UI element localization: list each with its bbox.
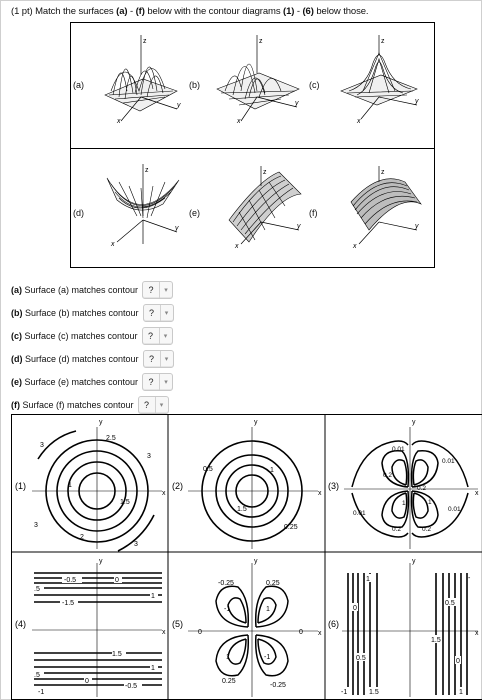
svg-text:x: x	[353, 243, 357, 250]
svg-text:0.25: 0.25	[222, 678, 236, 685]
contour-label-3: (3)	[328, 481, 339, 491]
match-select-b[interactable]: ? ▾	[143, 304, 174, 322]
match-label-b: (b) Surface (b) matches contour	[11, 307, 139, 318]
match-select-d[interactable]: ? ▾	[143, 350, 174, 368]
svg-text:-1: -1	[224, 606, 231, 613]
svg-text:x: x	[318, 630, 322, 637]
svg-text:-0.25: -0.25	[270, 682, 286, 689]
svg-text:z: z	[381, 169, 385, 176]
svg-text:0: 0	[299, 629, 303, 636]
surface-label-f: (f)	[309, 208, 318, 218]
svg-text:0.2: 0.2	[417, 485, 427, 492]
svg-text:y: y	[254, 419, 258, 426]
match-select-e[interactable]: ? ▾	[142, 373, 173, 391]
svg-text:0.5: 0.5	[356, 655, 366, 662]
svg-text:1.5: 1.5	[237, 506, 247, 513]
svg-text:-1: -1	[38, 689, 45, 696]
svg-text:1.5: 1.5	[120, 499, 130, 506]
contour-1	[32, 419, 166, 551]
svg-text:x: x	[475, 630, 479, 637]
svg-text:1.5: 1.5	[431, 637, 441, 644]
chevron-down-icon: ▾	[163, 332, 168, 340]
svg-text:z: z	[259, 38, 263, 45]
contour-3	[344, 419, 479, 549]
svg-text:z: z	[381, 38, 385, 45]
svg-text:-1.5: -1.5	[62, 600, 75, 607]
svg-text:y: y	[297, 223, 301, 230]
match-select-f[interactable]: ? ▾	[138, 396, 169, 414]
chevron-down-icon: ▾	[159, 401, 164, 409]
svg-text:y: y	[99, 558, 103, 565]
svg-text:y: y	[412, 419, 416, 426]
contour-label-4: (4)	[15, 619, 26, 629]
svg-text:1: 1	[366, 576, 370, 583]
svg-text:x: x	[357, 118, 361, 125]
svg-text:1: 1	[402, 500, 406, 507]
chevron-down-icon: ▾	[164, 309, 169, 317]
match-row-d	[11, 347, 174, 370]
svg-text:x: x	[235, 243, 239, 250]
axis-z: z	[143, 38, 147, 45]
svg-text:3: 3	[147, 453, 151, 460]
problem-prompt: (1 pt) Match the surfaces (a) - (f) below with the contour diagrams (1) - (6) below those.	[11, 6, 369, 17]
chevron-down-icon: ▾	[164, 378, 168, 386]
svg-text:1: 1	[226, 654, 230, 661]
svg-text:1: 1	[151, 593, 155, 600]
surface-label-c: (c)	[309, 80, 320, 90]
surface-label-a: (a)	[73, 80, 84, 90]
svg-text:0: 0	[456, 658, 460, 665]
svg-text:2.5: 2.5	[106, 435, 116, 442]
surface-c-plot	[333, 33, 423, 128]
match-row-a	[11, 278, 174, 301]
surface-label-d: (d)	[73, 208, 84, 218]
match-row-e	[11, 370, 174, 393]
surface-b-plot	[211, 33, 303, 128]
svg-text:1: 1	[266, 606, 270, 613]
svg-text:0: 0	[85, 678, 89, 685]
svg-text:y: y	[254, 558, 258, 565]
svg-text:x: x	[318, 490, 322, 497]
svg-text:z: z	[263, 169, 267, 176]
svg-text:1: 1	[151, 665, 155, 672]
surface-d-plot	[99, 160, 183, 260]
axis-y: y	[177, 102, 181, 109]
svg-text:-0.25: -0.25	[218, 580, 234, 587]
match-list	[11, 278, 174, 416]
svg-text:0: 0	[115, 577, 119, 584]
svg-text:x: x	[475, 490, 479, 497]
surface-label-e: (e)	[189, 208, 200, 218]
svg-text:-1: -1	[341, 689, 348, 696]
svg-text:0.01: 0.01	[442, 458, 455, 465]
svg-text:1: 1	[68, 482, 72, 489]
chevron-down-icon: ▾	[164, 286, 168, 294]
svg-text:.5: .5	[34, 672, 40, 679]
svg-text:0.2: 0.2	[392, 526, 402, 533]
match-label-e: (e) Surface (e) matches contour	[11, 376, 139, 387]
svg-text:z: z	[145, 167, 149, 174]
match-row-b	[11, 301, 174, 324]
svg-text:1: 1	[428, 499, 432, 506]
svg-text:2: 2	[80, 534, 84, 541]
match-select-a[interactable]: ? ▾	[142, 281, 173, 299]
surface-label-b: (b)	[189, 80, 200, 90]
svg-text:1.5: 1.5	[112, 651, 122, 658]
svg-text:1: 1	[270, 467, 274, 474]
contour-diagrams	[11, 414, 482, 700]
svg-text:0: 0	[353, 605, 357, 612]
svg-text:0.01: 0.01	[448, 506, 461, 513]
svg-text:3: 3	[34, 522, 38, 529]
svg-text:x: x	[162, 490, 166, 497]
svg-text:0.2: 0.2	[422, 526, 432, 533]
svg-text:y: y	[295, 100, 299, 107]
svg-text:y: y	[415, 98, 419, 105]
svg-text:0.5: 0.5	[445, 600, 455, 607]
svg-text:0.01: 0.01	[353, 510, 366, 517]
svg-text:y: y	[415, 223, 419, 230]
contour-label-5: (5)	[172, 619, 183, 629]
svg-text:0: 0	[198, 629, 202, 636]
match-label-d: (d) Surface (d) matches contour	[11, 353, 139, 364]
svg-text:0.25: 0.25	[284, 524, 298, 531]
match-select-c[interactable]: ? ▾	[142, 327, 173, 345]
match-row-c	[11, 324, 174, 347]
svg-text:y: y	[412, 558, 416, 565]
svg-text:x: x	[162, 629, 166, 636]
chevron-down-icon: ▾	[164, 355, 169, 363]
axis-x: x	[117, 118, 121, 125]
match-row-f	[11, 393, 174, 416]
svg-text:3: 3	[40, 442, 44, 449]
svg-text:x: x	[237, 118, 241, 125]
svg-text:0.25: 0.25	[266, 580, 280, 587]
svg-text:y: y	[175, 225, 179, 232]
svg-text:0.2: 0.2	[383, 472, 393, 479]
svg-text:.5: .5	[34, 586, 40, 593]
svg-text:1.5: 1.5	[369, 689, 379, 696]
contour-label-1: (1)	[15, 481, 26, 491]
contour-6	[341, 558, 479, 697]
svg-text:-0.5: -0.5	[125, 683, 138, 690]
svg-text:x: x	[111, 241, 115, 248]
svg-text:-0.5: -0.5	[64, 577, 77, 584]
contour-5	[188, 558, 322, 697]
match-label-f: (f) Surface (f) matches contour	[11, 399, 134, 410]
svg-text:1: 1	[459, 689, 463, 696]
svg-text:y: y	[99, 419, 103, 426]
contour-4	[32, 558, 166, 697]
svg-text:3: 3	[134, 541, 138, 548]
table-divider	[71, 148, 434, 149]
svg-text:0.01: 0.01	[392, 446, 405, 453]
contour-2	[188, 419, 322, 549]
surface-a-plot	[95, 33, 185, 128]
surface-e-plot	[219, 160, 305, 260]
svg-text:-: -	[468, 575, 471, 582]
contour-label-2: (2)	[172, 481, 183, 491]
match-label-a: (a) Surface (a) matches contour	[11, 284, 139, 295]
surfaces-table	[70, 22, 435, 268]
svg-text:-1: -1	[264, 654, 271, 661]
svg-text:0.5: 0.5	[203, 466, 213, 473]
surface-f-plot	[339, 160, 425, 260]
match-label-c: (c) Surface (c) matches contour	[11, 330, 138, 341]
contour-label-6: (6)	[328, 619, 339, 629]
